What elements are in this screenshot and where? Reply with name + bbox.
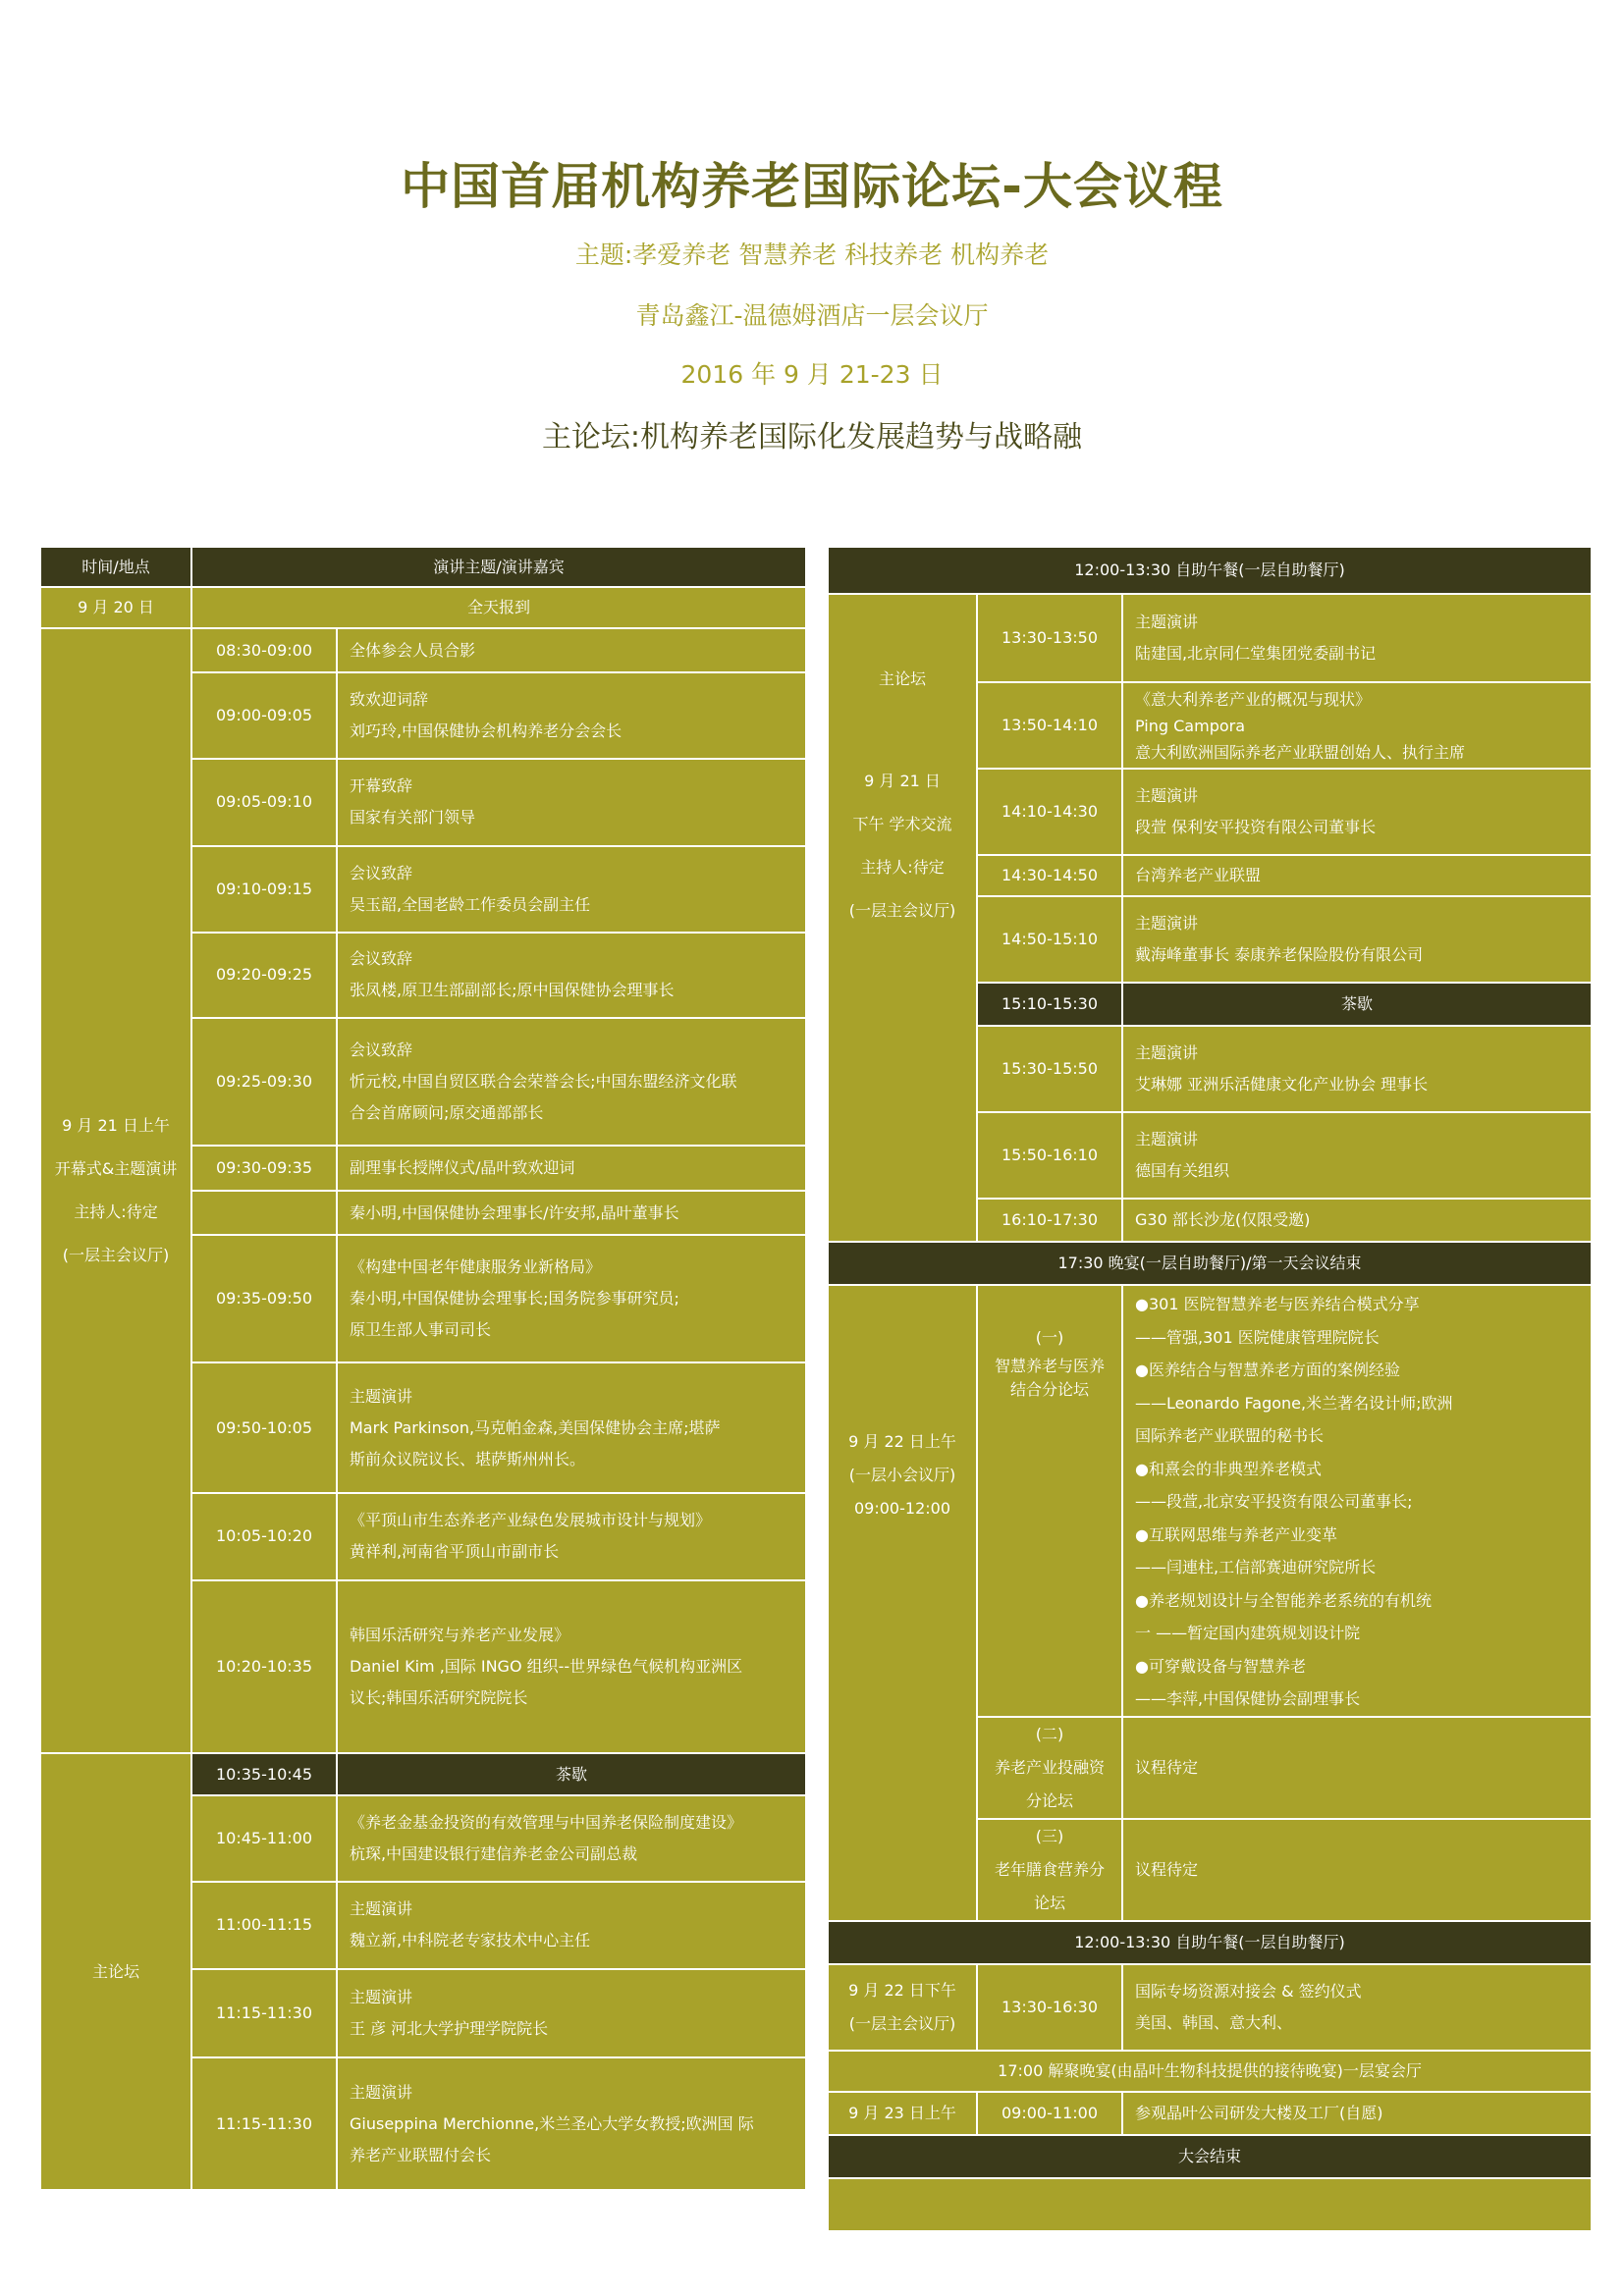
row-time: 11:15-11:30 (191, 1969, 337, 2057)
session-afternoon-date: 9 月 21 日 (864, 772, 941, 790)
row-time: 09:35-09:50 (191, 1235, 337, 1363)
row-content: 《养老金基金投资的有效管理与中国养老保险制度建设》 杭琛,中国建设银行建信养老金公司副总裁 (337, 1795, 806, 1882)
session-day2-date: 9 月 22 日上午 (848, 1432, 956, 1451)
venue-line: 青岛鑫江-温德姆酒店一层会议厅 (635, 301, 989, 330)
row-time: 10:45-11:00 (191, 1795, 337, 1882)
session-afternoon-title: 下午 学术交流 (852, 815, 952, 833)
lunch-day1: 12:00-13:30 自助午餐(一层自助餐厅) (828, 547, 1592, 594)
row-content: 主题演讲 段萱 保利安平投资有限公司董事长 (1122, 769, 1592, 855)
row-content: 主题演讲 德国有关组织 (1122, 1112, 1592, 1199)
row-time: 09:25-09:30 (191, 1018, 337, 1147)
row-content: 主题演讲 王 彦 河北大学护理学院院长 (337, 1969, 806, 2057)
row-time: 14:30-14:50 (977, 855, 1122, 896)
sub-forum-1: (一) 智慧养老与医养结合分论坛 (977, 1285, 1122, 1717)
sub-forum-3: (三) 老年膳食营养分论坛 (977, 1819, 1122, 1921)
row-content: 国际专场资源对接会 & 签约仪式 美国、韩国、意大利、 (1122, 1964, 1592, 2051)
lunch-day2: 12:00-13:30 自助午餐(一层自助餐厅) (828, 1921, 1592, 1964)
session-main-forum: 主论坛 (40, 1753, 191, 2190)
row-time: 13:30-16:30 (977, 1964, 1122, 2051)
blank-footer-row (828, 2178, 1592, 2231)
session-afternoon-host: 主持人:待定 (860, 858, 945, 877)
row-time: 09:00-11:00 (977, 2092, 1122, 2135)
row-content: 主题演讲 戴海峰董事长 泰康养老保险股份有限公司 (1122, 896, 1592, 983)
tea-break: 茶歇 (337, 1753, 806, 1794)
row-time: 11:00-11:15 (191, 1882, 337, 1968)
header-time-location: 时间/地点 (40, 547, 191, 587)
session-day2-morning (828, 1285, 977, 1921)
session-opening-room: (一层主会议厅) (62, 1246, 170, 1265)
session-afternoon-room: (一层主会议厅) (848, 901, 956, 920)
sub-forum-1-items: ●301 医院智慧养老与医养结合模式分享 ——管强,301 医院健康管理院院长 ●医养结合与智慧养老方面的案例经验 ——Leonardo Fagone,米兰著名设计师;欧洲 国际养老产业联盟的秘书长 ●和熹会的非典型养老模式 ——段萱,北京安平投资有限公司董事长; ●互联网思维与养老产业变革 ——闫連柱,工信部赛迪研究院所长 ●养老规划设计与全智能养老系统的有机统 一 ——暂定国内建筑规划设计院 ●可穿戴设备与智慧养老 ——李萍,中国保健协会副理事长 (1122, 1285, 1592, 1717)
sub-forum-3-content: 议程待定 (1122, 1819, 1592, 1921)
agenda-table-left (39, 546, 807, 2191)
row-time: 09:20-09:25 (191, 933, 337, 1017)
row-content: 秦小明,中国保健协会理事长/许安邦,晶叶董事长 (337, 1191, 806, 1234)
agenda-table-right (827, 546, 1593, 2232)
closing: 大会结束 (828, 2135, 1592, 2178)
row-content: 主题演讲 魏立新,中科院老专家技术中心主任 (337, 1882, 806, 1968)
row-content: 会议致辞 吴玉韶,全国老龄工作委员会副主任 (337, 846, 806, 933)
row-time: 15:10-15:30 (977, 983, 1122, 1026)
row-content: 会议致辞 忻元校,中国自贸区联合会荣誉会长;中国东盟经济文化联 合会首席顾问;原交通部部长 (337, 1018, 806, 1147)
row-content: 致欢迎词辞 刘巧玲,中国保健协会机构养老分会会长 (337, 672, 806, 759)
row-time: 14:50-15:10 (977, 896, 1122, 983)
row-content: 开幕致辞 国家有关部门领导 (337, 759, 806, 845)
row-content: 参观晶叶公司研发大楼及工厂(自愿) (1122, 2092, 1592, 2135)
row-content: 主题演讲 Giuseppina Merchionne,米兰圣心大学女教授;欧洲国 际 养老产业联盟付会长 (337, 2057, 806, 2190)
row-time: 10:35-10:45 (191, 1753, 337, 1794)
session-day2-time: 09:00-12:00 (854, 1499, 950, 1518)
row-time: 09:50-10:05 (191, 1362, 337, 1493)
session-afternoon (828, 594, 977, 1242)
banquet: 17:00 解聚晚宴(由晶叶生物科技提供的接待晚宴)一层宴会厅 (828, 2051, 1592, 2092)
row-time (191, 1191, 337, 1234)
row-content: 主题演讲 陆建国,北京同仁堂集团党委副书记 (1122, 594, 1592, 682)
tea-break: 茶歇 (1122, 983, 1592, 1026)
day1-registration: 全天报到 (191, 587, 806, 628)
session-opening (40, 628, 191, 1753)
row-time: 09:00-09:05 (191, 672, 337, 759)
row-content: 《平顶山市生态养老产业绿色发展城市设计与规划》 黄祥利,河南省平顶山市副市长 (337, 1493, 806, 1579)
page-title: 中国首届机构养老国际论坛-大会议程 (401, 158, 1223, 215)
row-content: 台湾养老产业联盟 (1122, 855, 1592, 896)
row-time: 09:05-09:10 (191, 759, 337, 845)
row-content: 会议致辞 张凤楼,原卫生部副部长;原中国保健协会理事长 (337, 933, 806, 1017)
row-time: 15:50-16:10 (977, 1112, 1122, 1199)
row-content: 《构建中国老年健康服务业新格局》 秦小明,中国保健协会理事长;国务院参事研究员; 原卫生部人事司司长 (337, 1235, 806, 1363)
session-day2-afternoon: 9 月 22 日下午 (一层主会议厅) (828, 1964, 977, 2051)
row-time: 11:15-11:30 (191, 2057, 337, 2190)
sub-forum-2-content: 议程待定 (1122, 1717, 1592, 1819)
row-time: 14:10-14:30 (977, 769, 1122, 855)
row-time: 13:30-13:50 (977, 594, 1122, 682)
sub-forum-2: (二) 养老产业投融资分论坛 (977, 1717, 1122, 1819)
dinner-day1: 17:30 晚宴(一层自助餐厅)/第一天会议结束 (828, 1242, 1592, 1285)
row-content: 韩国乐活研究与养老产业发展》 Daniel Kim ,国际 INGO 组织--世界绿色气候机构亚洲区 议长;韩国乐活研究院院长 (337, 1580, 806, 1754)
row-content: 主题演讲 艾琳娜 亚洲乐活健康文化产业协会 理事长 (1122, 1026, 1592, 1112)
day3-date: 9 月 23 日上午 (828, 2092, 977, 2135)
row-content: 副理事长授牌仪式/晶叶致欢迎词 (337, 1146, 806, 1191)
header-topic-speaker: 演讲主题/演讲嘉宾 (191, 547, 806, 587)
day1-date: 9 月 20 日 (40, 587, 191, 628)
main-forum-line: 主论坛:机构养老国际化发展趋势与战略融 (541, 420, 1083, 454)
row-content: 《意大利养老产业的概况与现状》 Ping Campora 意大利欧洲国际养老产业联盟创始人、执行主席 (1122, 682, 1592, 769)
row-content: 全体参会人员合影 (337, 628, 806, 671)
session-day2-room: (一层小会议厅) (848, 1466, 956, 1484)
row-time: 15:30-15:50 (977, 1026, 1122, 1112)
row-time: 10:05-10:20 (191, 1493, 337, 1579)
date-line: 2016 年 9 月 21-23 日 (680, 360, 944, 389)
row-content: G30 部长沙龙(仅限受邀) (1122, 1199, 1592, 1242)
theme-line: 主题:孝爱养老 智慧养老 科技养老 机构养老 (574, 240, 1050, 269)
row-time: 09:30-09:35 (191, 1146, 337, 1191)
session-opening-title: 开幕式&主题演讲 (54, 1159, 178, 1179)
row-time: 10:20-10:35 (191, 1580, 337, 1754)
row-time: 13:50-14:10 (977, 682, 1122, 769)
row-time: 09:10-09:15 (191, 846, 337, 933)
session-opening-date: 9 月 21 日上午 (62, 1116, 170, 1136)
row-time: 16:10-17:30 (977, 1199, 1122, 1242)
row-content: 主题演讲 Mark Parkinson,马克帕金森,美国保健协会主席;堪萨 斯前众议院议长、堪萨斯州州长。 (337, 1362, 806, 1493)
session-afternoon-forum: 主论坛 (878, 669, 926, 688)
session-opening-host: 主持人:待定 (74, 1202, 158, 1222)
row-time: 08:30-09:00 (191, 628, 337, 671)
